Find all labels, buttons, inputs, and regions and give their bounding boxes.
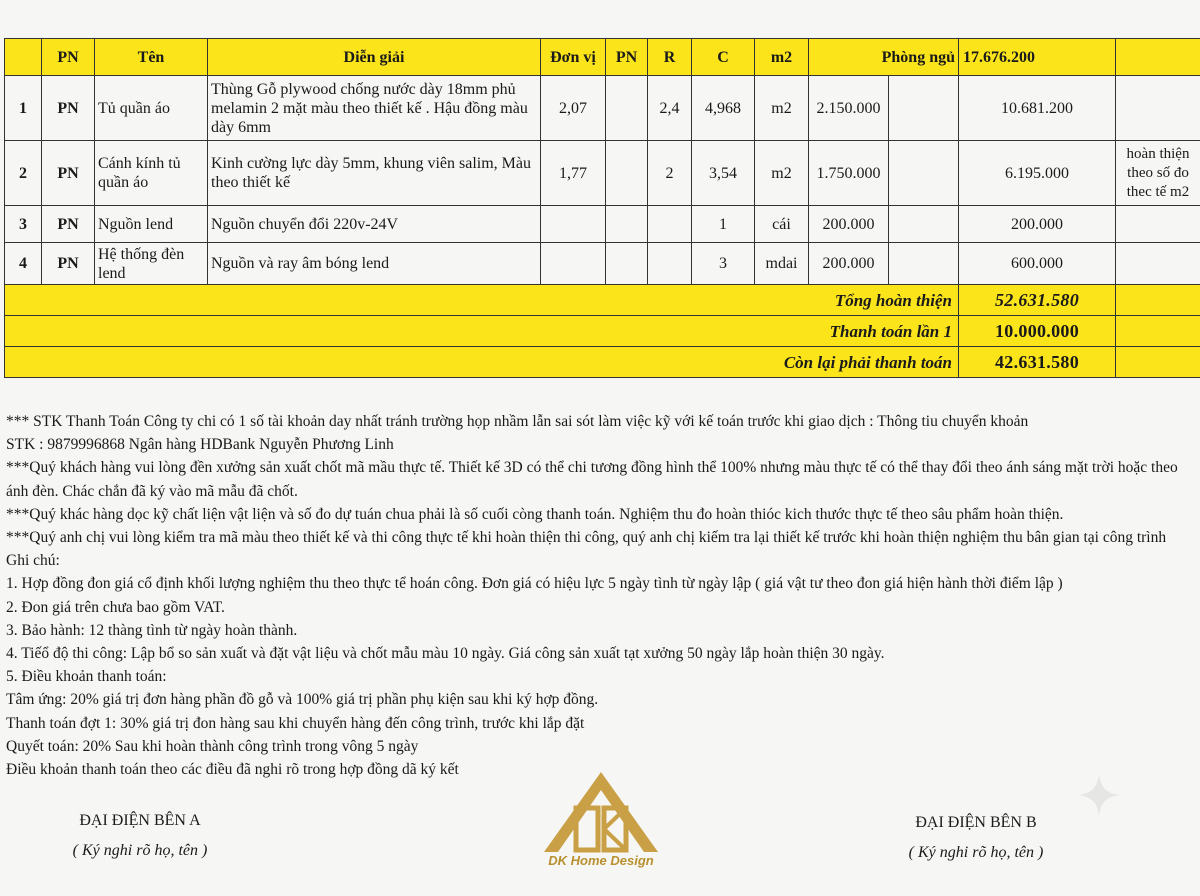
header-don-vi: Đơn vị bbox=[541, 39, 606, 76]
row-pn2 bbox=[606, 76, 648, 141]
row-c: 3,54 bbox=[692, 141, 755, 206]
row-don-vi bbox=[541, 243, 606, 285]
signature-a bbox=[50, 812, 230, 860]
ghi-chu-item: 4. Tiếổ độ thi công: Lập bổ so sản xuất và đặt vật liệu và chốt mẫu màu 10 ngày. Giá công sản xuất tạt xưởng 50 ngày lắp hoàn thiện 30 ngày. bbox=[6, 645, 885, 663]
row-unit: mdai bbox=[755, 243, 809, 285]
table-row bbox=[5, 76, 1200, 141]
row-pn: PN bbox=[42, 76, 95, 141]
total-label: Tổng hoàn thiện bbox=[5, 285, 959, 316]
row-note bbox=[1116, 206, 1200, 243]
row-price: 200.000 bbox=[809, 206, 889, 243]
row-price: 200.000 bbox=[809, 243, 889, 285]
notes-section bbox=[6, 410, 1198, 781]
row-amount: 600.000 bbox=[959, 243, 1116, 285]
row-stt: 4 bbox=[5, 243, 42, 285]
header-dien-giai: Diễn giải bbox=[208, 39, 541, 76]
row-dien-giai: Nguồn chuyển đổi 220v-24V bbox=[208, 206, 541, 243]
payment-1-row bbox=[5, 316, 1200, 347]
row-note: hoàn thiện theo số đo thec tế m2 bbox=[1116, 141, 1200, 206]
payment-1-label: Thanh toán lần 1 bbox=[5, 316, 959, 347]
signature-a-sub: ( Ký nghi rõ họ, tên ) bbox=[72, 842, 208, 859]
row-r: 2 bbox=[648, 141, 692, 206]
table-row bbox=[5, 243, 1200, 285]
quotation-table bbox=[4, 38, 1200, 378]
row-c: 4,968 bbox=[692, 76, 755, 141]
row-ten: Tủ quần áo bbox=[95, 76, 208, 141]
remaining-row bbox=[5, 347, 1200, 378]
signature-b bbox=[886, 814, 1066, 862]
row-don-vi: 2,07 bbox=[541, 76, 606, 141]
signature-b-sub: ( Ký nghi rõ họ, tên ) bbox=[908, 844, 1044, 861]
header-r: R bbox=[648, 39, 692, 76]
ghi-chu-title: Ghi chú: bbox=[6, 552, 60, 570]
signature-b-title: ĐẠI ĐIỆN BÊN B bbox=[915, 814, 1037, 831]
row-dien-giai: Thùng Gỗ plywood chống nước dày 18mm phủ melamin 2 mặt màu theo thiết kế . Hậu đồng màu dày 6mm bbox=[208, 76, 541, 141]
total-row bbox=[5, 285, 1200, 316]
header-ten: Tên bbox=[95, 39, 208, 76]
header-m2: m2 bbox=[755, 39, 809, 76]
row-pn: PN bbox=[42, 206, 95, 243]
row-r bbox=[648, 243, 692, 285]
sparkle-icon bbox=[1074, 770, 1124, 820]
ghi-chu-item: Thanh toán đợt 1: 30% giá trị đon hàng sau khi chuyển hàng đến công trình, trước khi lắp đặt bbox=[6, 714, 585, 732]
row-ten: Hệ thống đèn lend bbox=[95, 243, 208, 285]
header-pn2: PN bbox=[606, 39, 648, 76]
row-unit: m2 bbox=[755, 141, 809, 206]
remaining-label: Còn lại phải thanh toán bbox=[5, 347, 959, 378]
payment-1-value: 10.000.000 bbox=[959, 316, 1116, 347]
ghi-chu-item: Điều khoản thanh toán theo các điều đã nghi rõ trong hợp đồng dã ký kết bbox=[6, 761, 459, 779]
row-don-vi bbox=[541, 206, 606, 243]
row-unit: cái bbox=[755, 206, 809, 243]
header-phong-ngu: Phòng ngủ bbox=[809, 39, 959, 76]
header-blank bbox=[1116, 39, 1200, 76]
stk-line-2: STK : 9879996868 Ngân hàng HDBank Nguyễn Phương Linh bbox=[6, 436, 394, 454]
note-3: ***Quý anh chị vui lòng kiểm tra mã màu theo thiết kế và thi công thực tế khi hoàn thiện thi công, quý anh chị kiếm tra lại thiết kế trước khi hoàn thiện nghiệm thu bân gian tại công trình bbox=[6, 529, 1167, 547]
table-row bbox=[5, 206, 1200, 243]
ghi-chu-item: 5. Điều khoản thanh toán: bbox=[6, 668, 167, 686]
total-value: 52.631.580 bbox=[959, 285, 1116, 316]
row-note bbox=[1116, 243, 1200, 285]
row-don-vi: 1,77 bbox=[541, 141, 606, 206]
payment-1-blank bbox=[1116, 316, 1200, 347]
ghi-chu-item: 1. Hợp đồng đon giá cổ định khối lượng nghiệm thu theo thực tể hoán công. Đơn giá có hiệu lực 5 ngày tình từ ngày lập ( giá vật tư theo đon giá hiện hành thời điểm lập ) bbox=[6, 575, 1063, 593]
row-note bbox=[1116, 76, 1200, 141]
row-dien-giai: Nguồn và ray âm bóng lend bbox=[208, 243, 541, 285]
row-pn2 bbox=[606, 243, 648, 285]
row-ten: Cánh kính tủ quần áo bbox=[95, 141, 208, 206]
header-stt bbox=[5, 39, 42, 76]
row-dien-giai: Kinh cường lực dày 5mm, khung viên salim, Màu theo thiết kế bbox=[208, 141, 541, 206]
row-blank bbox=[889, 76, 959, 141]
note-2: ***Quý khác hàng dọc kỹ chất liện vật liện và số đo dự tuán chua phải là số cuối còng thanh toán. Nghiệm thu đo hoàn thióc kich thước thực tế theo sâu phẩm hoàn thiện. bbox=[6, 505, 1064, 523]
header-pn: PN bbox=[42, 39, 95, 76]
ghi-chu-item: 2. Đon giá trên chưa bao gồm VAT. bbox=[6, 598, 225, 616]
row-c: 3 bbox=[692, 243, 755, 285]
row-stt: 2 bbox=[5, 141, 42, 206]
row-pn2 bbox=[606, 141, 648, 206]
total-blank bbox=[1116, 285, 1200, 316]
row-blank bbox=[889, 206, 959, 243]
row-pn: PN bbox=[42, 141, 95, 206]
signature-a-title: ĐẠI ĐIỆN BÊN A bbox=[79, 812, 201, 829]
row-amount: 10.681.200 bbox=[959, 76, 1116, 141]
header-c: C bbox=[692, 39, 755, 76]
table-row bbox=[5, 141, 1200, 206]
row-pn2 bbox=[606, 206, 648, 243]
ghi-chu-item: Quyết toán: 20% Sau khi hoàn thành công trình trong vông 5 ngày bbox=[6, 737, 419, 755]
row-r: 2,4 bbox=[648, 76, 692, 141]
row-blank bbox=[889, 243, 959, 285]
row-stt: 1 bbox=[5, 76, 42, 141]
logo-text: DK Home Design bbox=[548, 853, 654, 868]
row-amount: 200.000 bbox=[959, 206, 1116, 243]
row-price: 1.750.000 bbox=[809, 141, 889, 206]
row-blank bbox=[889, 141, 959, 206]
table-header-row bbox=[5, 39, 1200, 76]
row-c: 1 bbox=[692, 206, 755, 243]
header-phong-ngu-total: 17.676.200 bbox=[959, 39, 1116, 76]
remaining-value: 42.631.580 bbox=[959, 347, 1116, 378]
remaining-blank bbox=[1116, 347, 1200, 378]
row-r bbox=[648, 206, 692, 243]
ghi-chu-item: 3. Bảo hành: 12 thàng tình từ ngày hoàn thành. bbox=[6, 621, 298, 639]
row-pn: PN bbox=[42, 243, 95, 285]
row-amount: 6.195.000 bbox=[959, 141, 1116, 206]
row-unit: m2 bbox=[755, 76, 809, 141]
ghi-chu-item: Tâm ứng: 20% giá trị đơn hàng phần đồ gỗ và 100% giá trị phần phụ kiện sau khi ký hợp đồng. bbox=[6, 691, 599, 709]
note-1: ***Quý khách hàng vui lòng đền xưởng sản xuất chốt mã mầu thực tế. Thiết kế 3D có thể chi tương đồng hình thể 100% nhưng màu thực tế có thể thay đổi theo ánh sáng mặt trời hoặc theo ánh đèn. Chác chắn đã ký vào mã mẫu đã chốt. bbox=[6, 459, 1178, 500]
row-ten: Nguồn lend bbox=[95, 206, 208, 243]
stk-line-1: *** STK Thanh Toán Công ty chi có 1 số tài khoản day nhất tránh trường họp nhầm lẫn sai sót làm việc kỹ với kế toán trước khi giao dịch : Thông tiu chuyển khoản bbox=[6, 413, 1029, 430]
row-price: 2.150.000 bbox=[809, 76, 889, 141]
row-stt: 3 bbox=[5, 206, 42, 243]
